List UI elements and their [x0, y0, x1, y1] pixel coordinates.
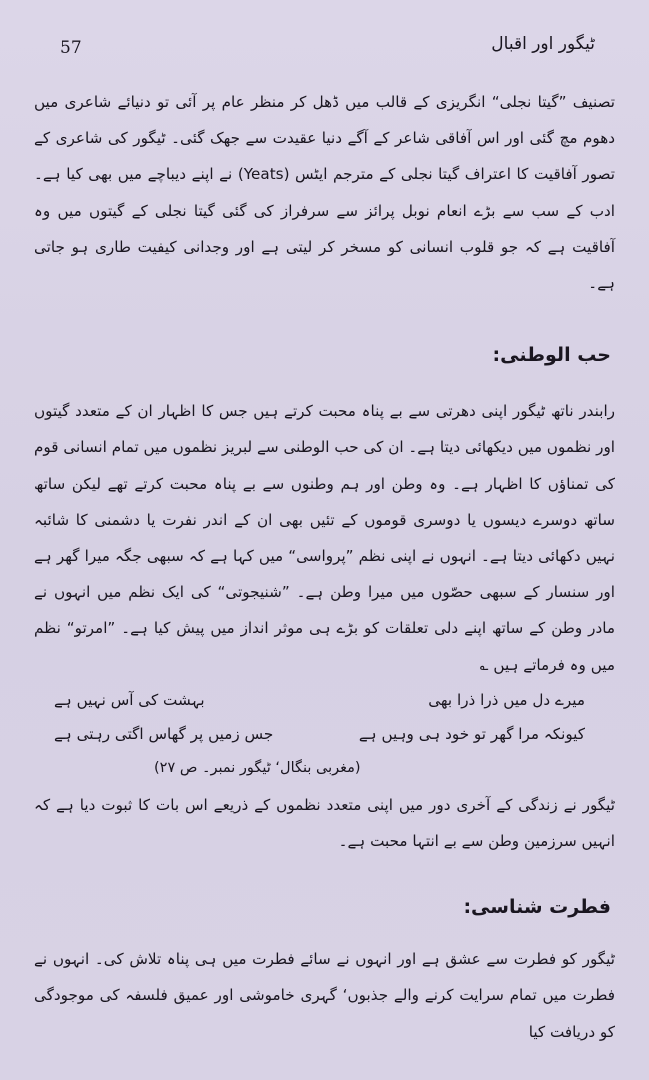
- page-body: [34, 84, 615, 1050]
- poem-line: [54, 683, 585, 717]
- section-heading-nature: فطرت شناسی:: [463, 896, 611, 919]
- nature-paragraph: ٹیگور کو فطرت سے عشق ہے اور انہوں نے سائے فطرت میں ہی پناہ تلاش کی۔ انہوں نے فطرت میں تمام سرایت کرنے والے جذبوں‘ گہری خاموشی اور عمیق فلسفہ کی موجودگی کو دریافت کیا: [34, 950, 615, 1041]
- intro-paragraph: تصنیف ”گیتا نجلی“ انگریزی کے قالب میں ڈھل کر منظر عام پر آئی تو دنیائے شاعری میں دھوم مچ گئی اور اس آفاقی شاعر کے آگے دنیا عقیدت سے جھک گئی۔ ٹیگور کی شاعری کے تصور آفاقیت کا اعتراف گیتا نجلی کے مترجم ایٹس (Yeats) نے اپنے دیباچے میں بھی کیا ہے۔ ادب کے سب سے بڑے انعام نوبل پرائز سے سرفراز کی گئی گیتا نجلی کے گیتوں میں وہ آفاقیت ہے کہ جو قلوب انسانی کو مسخر کر لیتی ہے اور وجدانی کیفیت طاری ہو جاتی ہے۔: [34, 93, 615, 293]
- section-heading-patriotism: حب الوطنی:: [492, 344, 611, 367]
- conclusion-paragraph: ٹیگور نے زندگی کے آخری دور میں اپنی متعدد نظموں کے ذریعے اس بات کا ثبوت دیا ہے کہ انہیں سرزمین وطن سے بے انتہا محبت ہے۔: [34, 795, 615, 851]
- poem-hemistich: بہشت کی آس نہیں ہے: [54, 690, 205, 709]
- running-title: ٹیگور اور اقبال: [491, 34, 595, 54]
- page-header: [40, 34, 609, 68]
- poem-source-citation: (مغربی بنگال‘ ٹیگور نمبر۔ ص ۲۷): [154, 759, 361, 776]
- poem-hemistich: جس زمیں پر گھاس اگتی رہتی ہے: [54, 724, 274, 743]
- patriotism-paragraph: رابندر ناتھ ٹیگور اپنی دھرتی سے بے پناہ محبت کرتے ہیں جس کا اظہار ان کے متعدد گیتوں اور نظموں میں دیکھائی دیتا ہے۔ ان کی حب الوطنی سے لبریز نظموں میں تمام انسانی قوم کی تمناؤں کا اظہار ہے۔ وہ وطن اور ہم وطنوں سے بے پناہ محبت کرتے تھے لیکن ساتھ ساتھ دوسرے دیسوں یا دوسری قوموں کے تئیں بھی ان کے اندر نفرت یا دشمنی کا شائبہ نہیں دکھائی دیتا ہے۔ انہوں نے اپنی نظم ”پرواسی“ میں کہا ہے کہ سبھی جگہ میرا گھر ہے اور سنسار کے سبھی حصّوں میں میرا وطن ہے۔ ”شنیجوتی“ کی ایک نظم میں انہوں نے مادر وطن کے ساتھ اپنے دلی تعلقات کو بڑے ہی موثر انداز میں پیش کیا ہے۔ ”امرتو“ نظم میں وہ فرماتے ہیں ؎: [34, 402, 615, 674]
- poem-excerpt: [54, 683, 585, 751]
- poem-hemistich: کیونکہ مرا گھر تو خود ہی وہیں ہے: [358, 724, 585, 743]
- poem-line: [54, 717, 585, 751]
- poem-hemistich: میرے دل میں ذرا ذرا بھی: [428, 690, 585, 709]
- page-number: 57: [60, 38, 82, 58]
